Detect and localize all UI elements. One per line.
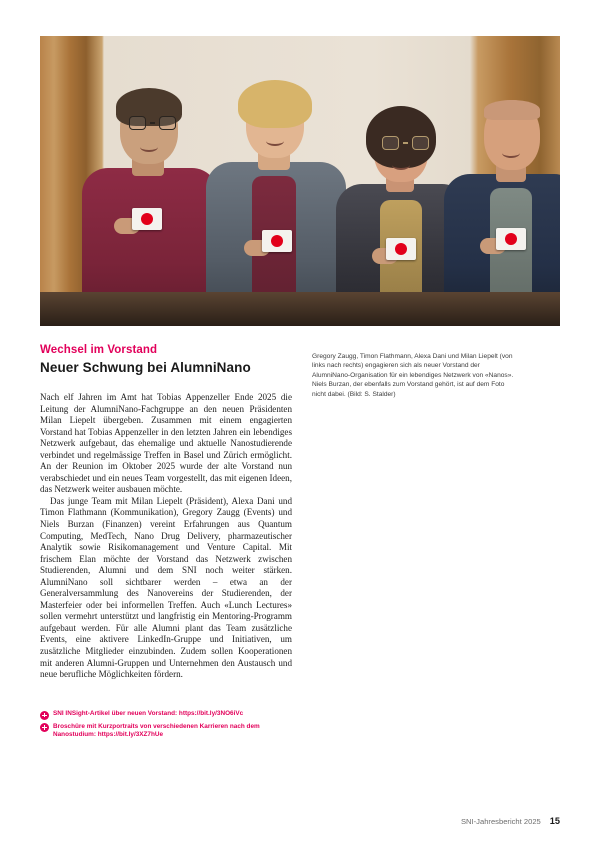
- plus-circle-icon: [40, 723, 49, 732]
- person-2-smile: [266, 136, 284, 146]
- plus-circle-icon: [40, 711, 49, 720]
- link-item-2-label[interactable]: Broschüre mit Kurzportraits von verschiedenen Karrieren nach dem Nanostudium: https://bit.ly/3XZ7hUe: [53, 722, 260, 739]
- photo-caption: Gregory Zaugg, Timon Flathmann, Alexa Dani und Milan Liepelt (von links nach rechts) engagieren sich als neuer Vorstand der AlumniNano-Organisation für ein lebendiges Netzwerk von «Nanos». Niels Burzan, der ebenfalls zum Vorstand gehört, ist auf dem Foto nicht dabei. (Bild: S. Stalder): [312, 353, 514, 398]
- person-3-smile: [392, 160, 410, 170]
- body-paragraph-2: Das junge Team mit Milan Liepelt (Präsident), Alexa Dani und Timon Flathmann (Kommunikation), Gregory Zaugg (Events) und Niels Burzan (Finanzen) vereint Erfahrungen aus Quantum Computing, MedTech, Nano Drug Delivery, pharmazeutischer Analytik sowie Risikomanagement und Venture Capital. Mit frischem Elan möchte der Vorstand das Netzwerk zwischen Studierenden, Alumni und dem SNI noch weiter stärken. AlumniNano soll sichtbarer werden – etwa an der Generalversammlung des Nanovereins der Studierenden, der Masterfeier oder bei informellen Treffen. Auch «Lunch Lectures» sollen vermehrt unterstützt und langfristig ein Mentoring-Programm aufgebaut werden. Für alle Alumni plant das Team zusätzliche Events, eine aktivere LinkedIn-Gruppe und Initiativen, um zusätzliche Mitglieder einzubinden. Zudem sollen Kooperationen mit anderen Alumni-Gruppen und Unternehmen den Austausch und neue berufliche Möglichkeiten fördern.: [40, 495, 292, 680]
- link-item-1[interactable]: [40, 710, 298, 720]
- photo-floor: [40, 292, 560, 326]
- person-1-glasses: [129, 116, 176, 130]
- person-4-smile: [502, 148, 520, 158]
- page-title: Neuer Schwung bei AlumniNano: [40, 360, 251, 375]
- award-box-2: [262, 230, 292, 252]
- group-photo: [40, 36, 560, 326]
- footer-page-number: 15: [549, 816, 560, 826]
- person-1-smile: [140, 142, 158, 152]
- person-3-glasses: [382, 136, 429, 150]
- article-kicker: Wechsel im Vorstand: [40, 344, 158, 356]
- sni-red-dot-3: [395, 243, 407, 255]
- sni-red-dot-1: [141, 213, 153, 225]
- related-links: [40, 710, 298, 743]
- article-body: [40, 392, 292, 681]
- sni-red-dot-4: [505, 233, 517, 245]
- award-box-3: [386, 238, 416, 260]
- award-box-1: [132, 208, 162, 230]
- link-item-1-label[interactable]: SNI INSight-Artikel über neuen Vorstand: https://bit.ly/3NO6iVc: [53, 710, 244, 717]
- page-footer: [461, 816, 560, 826]
- sni-red-dot-2: [271, 235, 283, 247]
- person-4: [440, 76, 560, 326]
- award-box-4: [496, 228, 526, 250]
- link-item-2[interactable]: [40, 723, 298, 740]
- person-2-hair: [238, 80, 312, 128]
- photo-scene: [40, 36, 560, 326]
- body-paragraph-1: Nach elf Jahren im Amt hat Tobias Appenzeller Ende 2025 die Leitung der AlumniNano-Fachgruppe an den neuen Präsidenten Milan Liepelt übergeben. Zusammen mit einem engagierten Vorstand hat Tobias Appenzeller in den letzten Jahren ein lebendiges Netzwerk aufgebaut, das ehemalige und aktuelle Nanostudierende verbindet und regelmässige Treffen in Basel und Zürich ermöglicht. An der Reunion im Oktober 2025 wurde der alte Vorstand nun verabschiedet und ein neues Team vorgestellt, das mit eigenen Ideen, das Netzwerk weiter ausbauen möchte.: [40, 392, 292, 495]
- person-4-hair: [484, 100, 540, 120]
- footer-publication-label: SNI-Jahresbericht 2025: [460, 817, 541, 826]
